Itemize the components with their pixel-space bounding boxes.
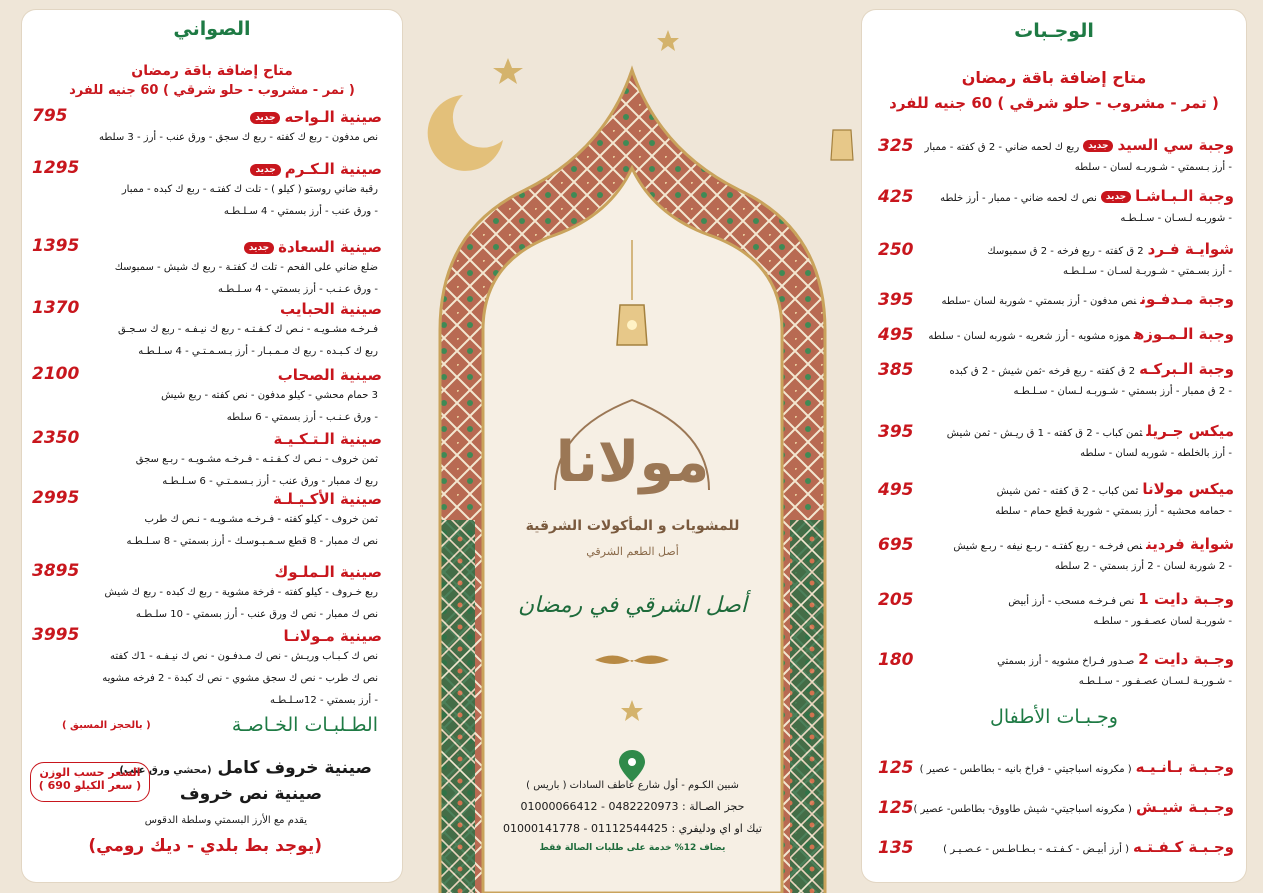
meal-price: 395 (878, 290, 914, 310)
kids-meal-name (913, 798, 1234, 816)
meal-price: 180 (878, 650, 914, 670)
meals-panel (862, 10, 1246, 882)
meal-main-description: نص ك لحمه ضاني - ممبار - أرز خلطه (940, 193, 1097, 204)
meal-main-description: صـدور فـراخ مشويه - أرز بسمتي (997, 656, 1135, 667)
new-badge: جديد (250, 164, 280, 176)
kids-meal-name (943, 838, 1234, 856)
tray-name-text: صينية الـكـرم (284, 160, 382, 178)
meal-price: 325 (878, 136, 914, 156)
kids-meal-item (862, 798, 1246, 828)
meal-price: 695 (878, 535, 914, 555)
served-note: يقدم مع الأرز البسمتي وسلطة الدقوس (144, 815, 307, 826)
tray-item (22, 366, 402, 436)
special-item-1-name: صينية خروف كامل (217, 758, 372, 778)
meal-name (949, 360, 1234, 378)
tray-description: نص ك طرب - نص ك سجق مشوي - نص ك كبدة - 2 فرخه مشويه (102, 673, 378, 684)
meal-extra-description: - أرز بـسمتي - شـوربـه لسان - سلطه (1074, 162, 1232, 173)
tray-name (278, 366, 382, 384)
special-orders-title: الطـلبـات الخـاصـة (231, 714, 378, 736)
special-item-1 (119, 758, 372, 778)
tray-name-text: صينية الصحاب (277, 366, 382, 384)
meal-name-text: ميكس جـريل (1146, 422, 1234, 440)
extra-birds-note: (يوجد بط بلدي - ديك رومي) (88, 836, 322, 856)
meal-item (862, 136, 1246, 186)
meal-main-description: نص فرخـه - ربع كفتـه - ربـع نيفه - ربـع شيش (953, 541, 1143, 552)
tray-item (22, 563, 402, 633)
meal-extra-description: - أرز بسـمتي - شـوربـة لسـان - سـلـطـه (1063, 266, 1232, 277)
tray-name (273, 490, 382, 508)
meal-name-text: شواية فردين (1146, 535, 1234, 553)
tray-name-text: صينية الـتـكـيـة (273, 430, 382, 448)
meal-item (862, 187, 1246, 237)
tray-item (22, 160, 402, 230)
tray-item (22, 300, 402, 370)
brand-sub-tagline: أصل الطعم الشرقي (586, 545, 679, 558)
tray-description: ربع ك ممبار - ورق عنب - أرز بـسمـتـي - 6 سـلـطـه (162, 476, 378, 487)
meal-main-description: نص مدفون - أرز بسمتي - شوربة لسان -سلطه (941, 296, 1137, 307)
meal-item (862, 480, 1246, 530)
tray-name (244, 238, 382, 256)
meal-name (997, 480, 1234, 498)
tray-item (22, 490, 402, 560)
meal-main-description: ثمن كباب - 2 ق كفته - 1 ق ريـش - ثمن شيش (946, 428, 1143, 439)
meal-item (862, 650, 1246, 700)
meal-extra-description: - 2 ق ممبار - أرز بسمتي - شـوربـه لـسان - سـلـطـه (1013, 386, 1232, 397)
weight-price-line-1: السعر حسب الوزن (39, 766, 141, 779)
meal-name-text: وجبة الـبركـه (1139, 360, 1234, 378)
meal-name (953, 535, 1234, 553)
tray-description: نص ك ممبار - 8 قطع سـمـبـوسـك - أرز بسمتي - 8 سـلـطـه (126, 536, 378, 547)
tray-price: 1295 (32, 158, 80, 178)
meal-extra-description: - 2 شوربة لسان - 2 أرز بسمتي - 2 سلطه (1054, 561, 1232, 572)
special-item-2: صينية نص خروف (179, 784, 322, 804)
tray-price: 1370 (32, 298, 80, 318)
tray-name-text: صينية مـولانـا (283, 627, 382, 645)
meal-main-description: 2 ق كفته - ربع فرخه - 2 ق سمبوسك (987, 246, 1144, 257)
meal-name-text: شوايـة فـرد (1147, 240, 1234, 258)
meal-name-text: وجبة الـمـوزه (1133, 325, 1234, 343)
tray-name (283, 627, 382, 645)
meal-extra-description: - شوربـه لـسـان - سـلـطـه (1120, 213, 1232, 224)
meal-item (862, 240, 1246, 290)
tray-description: - ورق عـنـب - أرز بسمتي - 4 سـلـطـه (217, 284, 378, 295)
brand-tagline: للمشويات و المأكولات الشرقية (525, 518, 740, 534)
tray-description: فـرخـه مشـويـه - نـص ك كـفـتـه - ربع ك نيـفـه - ربع ك سـجـق (118, 324, 378, 335)
tray-price: 1395 (32, 236, 80, 256)
meal-name (1008, 590, 1234, 608)
new-badge: جديد (244, 242, 274, 254)
meal-item (862, 535, 1246, 585)
center-cover (405, 0, 860, 893)
tray-description: رقبة ضاني روستو ( كيلو ) - تلت ك كفتـه - ربع ك كبده - ممبار (121, 184, 378, 195)
new-badge: جديد (1101, 191, 1131, 203)
meal-main-description: 2 ق كفته - ربع فرخه -ثمن شيش - 2 ق كبده (949, 366, 1136, 377)
new-badge: جديد (250, 112, 280, 124)
tray-description: نص ك كـبـاب وريـش - نص ك مـدفـون - نص ك نيـفـه - 1ك كفته (109, 651, 378, 662)
kids-meal-name-text: وجـبـة كـفـتـه (1133, 838, 1234, 856)
tray-price: 3895 (32, 561, 80, 581)
promo-line-1: متاح إضافة باقة رمضان (961, 68, 1147, 87)
tray-name (250, 160, 382, 178)
promo-line-2: ( تمر - مشروب - حلو شرقي ) 60 جنيه للفرد (69, 83, 355, 98)
tray-name-text: صينية الـواحه (284, 108, 382, 126)
weight-price-box (30, 762, 150, 802)
kids-meal-price: 135 (878, 838, 914, 858)
tray-name (250, 108, 382, 126)
tray-name (273, 430, 382, 448)
kids-meals-title: وجـبـات الأطفال (990, 706, 1118, 728)
special-item-1-note: (محشي ورق عنب) (119, 765, 212, 776)
new-badge: جديد (1083, 140, 1113, 152)
tray-description: ضلع ضاني على الفحم - تلت ك كفتـة - ربع ك شيش - سمبوسك (114, 262, 378, 273)
tray-description: ربع خـروف - كيلو كفته - فرخة مشوية - ربع ك كبده - ربع ك شيش (104, 587, 378, 598)
tray-price: 2350 (32, 428, 80, 448)
tray-price: 795 (32, 106, 68, 126)
meal-price: 250 (878, 240, 914, 260)
meal-name (987, 240, 1234, 258)
meal-item (862, 360, 1246, 410)
tray-name-text: صينية الحبايب (279, 300, 382, 318)
kids-meal-item (862, 758, 1246, 788)
tray-description: - أرز بسمتي - 12سـلـطـه (270, 695, 378, 706)
kids-meal-description: ( أرز أبيـض - كـفـتـه - بـطـاطـس - عـصـيـر ) (943, 844, 1130, 855)
trays-title: الصواني (173, 18, 251, 40)
meal-name (928, 325, 1234, 343)
meal-extra-description: - شـوربـة لـسـان عصـفـور - سـلـطـه (1078, 676, 1232, 687)
meal-name (940, 187, 1234, 205)
tray-price: 3995 (32, 625, 80, 645)
kids-meal-price: 125 (878, 798, 914, 818)
ramadan-slogan: أصل الشرقي في رمضان (517, 593, 748, 618)
tray-description: ثمن خروف - نـص ك كـفـتـه - فـرخـه مشـويـه - ربـع سجق (135, 454, 378, 465)
meal-item (862, 422, 1246, 472)
meal-name-text: وجـبة دايت 1 (1138, 590, 1234, 608)
tray-name-text: صينية الـملـوك (274, 563, 382, 581)
meal-extra-description: - شوربـة لسان عصـفـور - سلطـه (1093, 616, 1232, 627)
kids-meal-item (862, 838, 1246, 868)
tray-name (274, 563, 382, 581)
trays-panel (22, 10, 402, 882)
meal-main-description: نص فـرخـه مسحب - أرز أبيض (1008, 596, 1135, 607)
tray-item (22, 625, 402, 706)
meal-main-description: ثمن كباب - 2 ق كفته - ثمن شيش (996, 486, 1139, 497)
kids-meal-description: ( مكرونه اسباجيتي- شيش طاووق- بطاطس- عصير ) (913, 804, 1132, 815)
tray-description: نص مدفون - ربع ك كفته - ربع ك سجق - ورق عنب - أرز - 3 سلطه (98, 132, 378, 143)
tray-description: 3 حمام محشي - كيلو مدفون - نص كفته - ربع شيش (161, 390, 378, 401)
meal-price: 395 (878, 422, 914, 442)
delivery-phones[interactable]: تيك او اي ودليفري : 01112544425 - 01000141778 (503, 822, 762, 835)
meal-name-text: وجـبة دايت 2 (1138, 650, 1234, 668)
tray-description: ثمن خروف - كيلو كفته - فـرخـه مشـويـه - نـص ك طرب (144, 514, 378, 525)
meal-name-text: وجبة الـبـاشـا (1135, 187, 1234, 205)
meal-item (862, 590, 1246, 640)
service-charge-note: يضاف 12% خدمة على طلبات الصالة فقط (539, 843, 726, 853)
kids-meal-name-text: وجـبـة شيـش (1135, 798, 1234, 816)
tray-name-text: صينية السعادة (278, 238, 382, 256)
tray-description: نص ك ممبار - نص ك ورق عنب - أرز بسمتي - 10 سلـطـه (135, 609, 378, 620)
meal-price: 495 (878, 480, 914, 500)
promo-line-1: متاح إضافة باقة رمضان (131, 63, 293, 79)
meal-extra-description: - حمامه محشيه - أرز بسمتي - شوربة قطع حمام - سلطه (995, 506, 1232, 517)
tray-description: ربع ك كـبـده - ربع ك مـمـبـار - أرز بـسـمـتـي - 4 سـلـطـه (138, 346, 378, 357)
meal-price: 495 (878, 325, 914, 345)
tray-name-text: صينية الأكـيـلـة (273, 490, 382, 508)
meal-name-text: وجبة سي السيد (1117, 136, 1234, 154)
meal-main-description: ربع ك لحمه ضاني - 2 ق كفته - ممبار (924, 142, 1080, 153)
brand-logo-text: مولانا (555, 430, 710, 495)
kids-meal-name-text: وجـبـة بـانـيـه (1135, 758, 1234, 776)
meal-price: 385 (878, 360, 914, 380)
kids-meal-name (920, 758, 1234, 776)
meal-name-text: وجبة مـدفـون (1140, 290, 1234, 308)
meal-name (947, 422, 1234, 440)
tray-price: 2995 (32, 488, 80, 508)
meal-price: 205 (878, 590, 914, 610)
meals-title: الوجـبات (1014, 20, 1094, 42)
meal-name (942, 290, 1234, 308)
meal-name (997, 650, 1234, 668)
meal-price: 425 (878, 187, 914, 207)
hall-booking-phones[interactable]: حجز الصـالة : 0482220973 - 01000066412 (520, 800, 745, 813)
tray-description: - ورق عـنـب - أرز بسمتي - 6 سلطه (226, 412, 378, 423)
kids-meal-price: 125 (878, 758, 914, 778)
weight-price-line-2: ( سعر الكيلو 690 ) (38, 779, 142, 792)
tray-description: - ورق عنب - أرز بسمتي - 4 سـلـطـه (223, 206, 378, 217)
tray-price: 2100 (32, 364, 80, 384)
meal-main-description: موزه مشويه - أرز شعريه - شوربه لسان - سلطه (928, 331, 1130, 342)
promo-line-2: ( تمر - مشروب - حلو شرقي ) 60 جنيه للفرد (889, 94, 1219, 112)
meal-name (925, 136, 1235, 154)
special-orders-note: ( بالحجز المسبق ) (62, 720, 151, 731)
meal-name-text: ميكس مولانا (1142, 480, 1234, 498)
tray-name (280, 300, 382, 318)
meal-extra-description: - أرز بالخلطه - شوربه لسان - سلطه (1080, 448, 1232, 459)
address-text: شبين الكـوم - أول شارع عاطف السادات ( باريس ) (526, 780, 739, 791)
kids-meal-description: ( مكرونه اسباجيتي - فراخ بانيه - بطاطس - عصير ) (919, 764, 1132, 775)
